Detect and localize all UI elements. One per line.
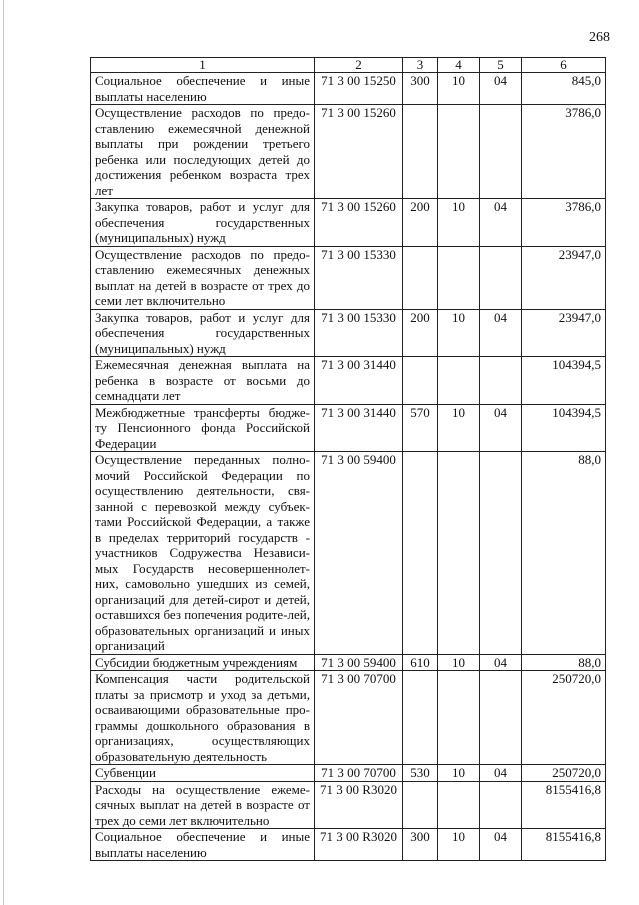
budget-table bbox=[90, 57, 606, 861]
row-vr: 530 bbox=[403, 765, 438, 782]
row-amount: 3786,0 bbox=[522, 105, 606, 199]
row-rz bbox=[438, 781, 480, 829]
row-pr: 04 bbox=[480, 199, 522, 247]
table-row bbox=[91, 357, 606, 405]
table-row bbox=[91, 654, 606, 671]
table-row bbox=[91, 781, 606, 829]
row-vr: 570 bbox=[403, 404, 438, 452]
row-amount: 250720,0 bbox=[522, 671, 606, 765]
row-pr bbox=[480, 671, 522, 765]
row-name: Субсидии бюджетным учреждениям bbox=[91, 654, 315, 671]
row-pr bbox=[480, 357, 522, 405]
row-code: 71 3 00 R3020 bbox=[315, 829, 403, 861]
row-amount: 8155416,8 bbox=[522, 829, 606, 861]
table-row bbox=[91, 765, 606, 782]
row-vr bbox=[403, 781, 438, 829]
row-name: Ежемесячная денежная выплата на ребенка в возрасте от восьми до семнадцати лет bbox=[91, 357, 315, 405]
row-pr bbox=[480, 781, 522, 829]
row-amount: 250720,0 bbox=[522, 765, 606, 782]
row-pr: 04 bbox=[480, 765, 522, 782]
row-amount: 23947,0 bbox=[522, 246, 606, 309]
row-name: Субвенции bbox=[91, 765, 315, 782]
column-header-6: 6 bbox=[522, 58, 606, 73]
table-row bbox=[91, 452, 606, 655]
row-name: Социальное обеспечение и иные выплаты населению bbox=[91, 73, 315, 105]
row-vr bbox=[403, 357, 438, 405]
table-row bbox=[91, 199, 606, 247]
row-name: Осуществление расходов по предо-ставлению ежемесячной денежной выплаты при рождении третьего ребенка или последующих детей до достижения ребенком возраста трех лет bbox=[91, 105, 315, 199]
row-name: Закупка товаров, работ и услуг для обеспечения государственных (муниципальных) нужд bbox=[91, 309, 315, 357]
row-rz bbox=[438, 452, 480, 655]
row-code: 71 3 00 70700 bbox=[315, 765, 403, 782]
row-code: 71 3 00 15260 bbox=[315, 105, 403, 199]
row-name: Осуществление расходов по предо-ставлению ежемесячных денежных выплат на детей в возрасте от трех до семи лет включительно bbox=[91, 246, 315, 309]
table-row bbox=[91, 105, 606, 199]
table-row bbox=[91, 309, 606, 357]
row-pr bbox=[480, 246, 522, 309]
row-pr: 04 bbox=[480, 309, 522, 357]
column-header-5: 5 bbox=[480, 58, 522, 73]
row-name: Осуществление переданных полно-мочий Российской Федерации по осуществлению деятельности, свя-занной с перевозкой между субъек-тами Российской Федерации, а также в пределах территорий государств - участников Содружества Независи-мых Государств несовершеннолет-них, самовольно ушедших из семей, организаций для детей-сирот и детей, оставшихся без попечения родите-лей, образовательных организаций и иных организаций bbox=[91, 452, 315, 655]
row-amount: 88,0 bbox=[522, 654, 606, 671]
row-vr: 200 bbox=[403, 199, 438, 247]
row-vr: 300 bbox=[403, 73, 438, 105]
row-name: Межбюджетные трансферты бюдже-ту Пенсионного фонда Российской Федерации bbox=[91, 404, 315, 452]
row-code: 71 3 00 15330 bbox=[315, 309, 403, 357]
row-pr bbox=[480, 105, 522, 199]
row-code: 71 3 00 15250 bbox=[315, 73, 403, 105]
row-amount: 23947,0 bbox=[522, 309, 606, 357]
row-code: 71 3 00 70700 bbox=[315, 671, 403, 765]
row-amount: 845,0 bbox=[522, 73, 606, 105]
row-rz: 10 bbox=[438, 765, 480, 782]
table-row bbox=[91, 829, 606, 861]
row-rz bbox=[438, 357, 480, 405]
table-row bbox=[91, 246, 606, 309]
table-row bbox=[91, 73, 606, 105]
row-vr: 610 bbox=[403, 654, 438, 671]
row-name: Компенсация части родительской платы за присмотр и уход за детьми, осваивающими образовательные про-граммы дошкольного образования в организациях, осуществляющих образовательную деятельность bbox=[91, 671, 315, 765]
row-code: 71 3 00 59400 bbox=[315, 654, 403, 671]
column-header-2: 2 bbox=[315, 58, 403, 73]
row-code: 71 3 00 31440 bbox=[315, 357, 403, 405]
page-number: 268 bbox=[589, 30, 610, 45]
row-rz: 10 bbox=[438, 404, 480, 452]
row-rz: 10 bbox=[438, 829, 480, 861]
row-rz: 10 bbox=[438, 654, 480, 671]
row-vr bbox=[403, 452, 438, 655]
row-pr bbox=[480, 452, 522, 655]
table-row bbox=[91, 404, 606, 452]
row-vr: 300 bbox=[403, 829, 438, 861]
row-rz: 10 bbox=[438, 73, 480, 105]
row-code: 71 3 00 R3020 bbox=[315, 781, 403, 829]
column-header-4: 4 bbox=[438, 58, 480, 73]
row-pr: 04 bbox=[480, 73, 522, 105]
row-vr: 200 bbox=[403, 309, 438, 357]
row-rz bbox=[438, 246, 480, 309]
header-row bbox=[91, 58, 606, 73]
column-header-1: 1 bbox=[91, 58, 315, 73]
row-rz: 10 bbox=[438, 309, 480, 357]
row-name: Расходы на осуществление ежеме-сячных выплат на детей в возрасте от трех до семи лет включительно bbox=[91, 781, 315, 829]
column-header-3: 3 bbox=[403, 58, 438, 73]
row-vr bbox=[403, 246, 438, 309]
row-amount: 88,0 bbox=[522, 452, 606, 655]
row-name: Социальное обеспечение и иные выплаты населению bbox=[91, 829, 315, 861]
row-pr: 04 bbox=[480, 829, 522, 861]
row-code: 71 3 00 15330 bbox=[315, 246, 403, 309]
row-code: 71 3 00 31440 bbox=[315, 404, 403, 452]
row-code: 71 3 00 15260 bbox=[315, 199, 403, 247]
row-amount: 104394,5 bbox=[522, 357, 606, 405]
row-rz bbox=[438, 671, 480, 765]
row-vr bbox=[403, 671, 438, 765]
row-code: 71 3 00 59400 bbox=[315, 452, 403, 655]
table-row bbox=[91, 671, 606, 765]
row-rz bbox=[438, 105, 480, 199]
row-name: Закупка товаров, работ и услуг для обеспечения государственных (муниципальных) нужд bbox=[91, 199, 315, 247]
row-rz: 10 bbox=[438, 199, 480, 247]
row-amount: 8155416,8 bbox=[522, 781, 606, 829]
row-pr: 04 bbox=[480, 404, 522, 452]
row-amount: 104394,5 bbox=[522, 404, 606, 452]
row-amount: 3786,0 bbox=[522, 199, 606, 247]
row-vr bbox=[403, 105, 438, 199]
scan-edge-line bbox=[3, 0, 4, 905]
row-pr: 04 bbox=[480, 654, 522, 671]
